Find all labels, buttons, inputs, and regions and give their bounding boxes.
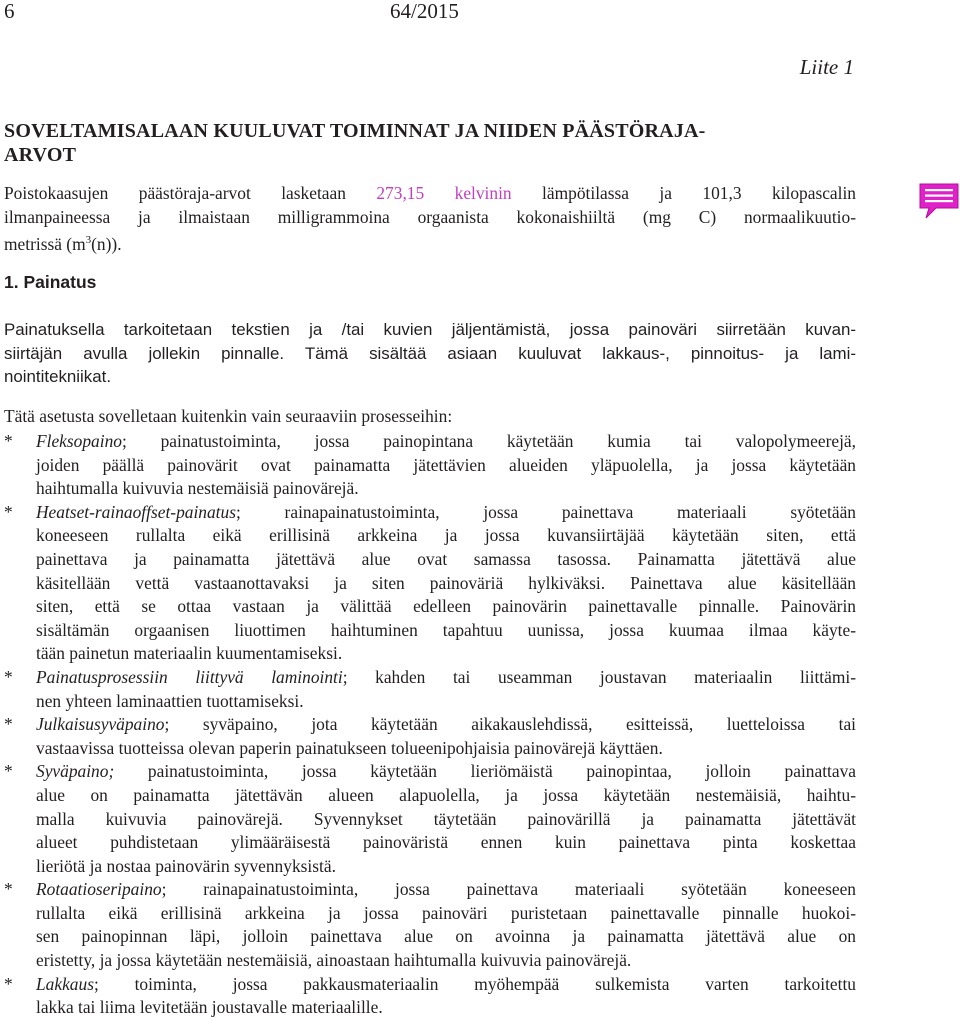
list-item-text: ; rainapainatustoiminta, jossa painettava materiaali syötetään xyxy=(235,501,856,522)
list-bullet: * xyxy=(4,501,13,522)
paragraph-line: Painatuksella tarkoitetaan tekstien ja /tai kuvien jäljentämistä, jossa painoväri siirretään kuvan- xyxy=(4,320,856,339)
list-item-line xyxy=(36,548,856,572)
list-item xyxy=(4,760,856,878)
list-item-text: vastaavissa tuotteissa olevan paperin painatukseen tolueenipohjaisia painovärejä käyttäen. xyxy=(36,737,663,758)
list-bullet: * xyxy=(4,973,13,994)
list-item-line xyxy=(36,878,856,902)
paragraph-line: nointitekniikat. xyxy=(4,367,112,387)
list-item-text: sisältämän orgaanisen liuottimen haihtuminen tapahtuu uunissa, jossa kuumaa ilmaa käyte- xyxy=(36,619,856,640)
list-item-line xyxy=(36,760,856,784)
paragraph-line: siirtäjän avulla jollekin pinnalle. Tämä sisältää asiaan kuuluvat lakkaus-, pinnoitus- ja lami- xyxy=(4,343,856,363)
list-item xyxy=(4,973,856,1020)
section-heading: 1. Painatus xyxy=(4,272,97,292)
intro-text: metrissä (m xyxy=(4,233,86,254)
list-item-term: Julkaisusyväpaino xyxy=(36,714,165,735)
process-list xyxy=(4,430,856,1020)
list-bullet: * xyxy=(4,714,13,735)
intro-paragraph xyxy=(4,182,856,257)
list-item-line xyxy=(36,524,856,548)
list-item-line xyxy=(36,690,856,714)
list-item-line xyxy=(36,784,856,808)
annex-label: Liite 1 xyxy=(799,55,854,79)
list-item xyxy=(4,501,856,666)
list-item-text: joiden päällä painovärit ovat painamatta jätettävien alueiden yläpuolella, ja jossa käytetään xyxy=(36,454,856,475)
intro-text: (n)). xyxy=(91,233,122,254)
list-item-term: Syväpaino; xyxy=(36,761,115,782)
list-item-line xyxy=(36,713,856,737)
list-item-text: malla kuivuvia painovärejä. Syvennykset täytetään painovärillä ja painamatta jätettävät xyxy=(36,808,856,829)
list-item-text: eristetty, ja jossa käytetään nestemäisiä, ainoastaan haihtumalla kuivuvia painovärejä. xyxy=(36,950,632,971)
list-item-line xyxy=(36,430,856,454)
list-item-term: Lakkaus xyxy=(36,973,94,994)
scope-paragraph: Tätä asetusta sovelletaan kuitenkin vain seuraaviin prosesseihin: xyxy=(4,406,453,426)
list-item-text: rullalta eikä erillisinä arkkeina ja jossa painoväri puristetaan painettavalle pinnalle huokoi- xyxy=(36,902,856,923)
list-item-line xyxy=(36,454,856,478)
list-item xyxy=(4,713,856,760)
list-item-line xyxy=(36,572,856,596)
list-item-text: painettava ja painamatta jätettävä alue ovat samassa tasossa. Painamatta jätettävä alue xyxy=(36,548,856,569)
intro-line-1 xyxy=(4,182,856,206)
issue-number: 64/2015 xyxy=(390,0,459,23)
list-item-term: Fleksopaino xyxy=(36,431,122,451)
comment-icon[interactable] xyxy=(918,182,960,220)
intro-text: Poistokaasujen päästöraja-arvot lasketaan xyxy=(4,183,377,203)
list-item-line xyxy=(36,925,856,949)
list-bullet: * xyxy=(4,761,13,782)
page-number: 6 xyxy=(4,0,15,23)
superscript: 3 xyxy=(85,234,92,247)
list-item-line xyxy=(36,501,856,525)
list-item xyxy=(4,430,856,501)
list-item-line xyxy=(36,949,856,973)
list-item-line xyxy=(36,855,856,879)
list-item-text: siten, että se ottaa vastaan ja välittää edelleen painovärin painettavalle pinnalle. Painovärin xyxy=(36,596,856,617)
list-item-line xyxy=(36,831,856,855)
list-item-text: haihtumalla kuivuvia nestemäisiä painovärejä. xyxy=(36,478,359,499)
list-bullet: * xyxy=(4,666,13,687)
list-item-text: ; toiminta, jossa pakkausmateriaalin myöhempää sulkemista varten tarkoitettu xyxy=(93,973,856,994)
list-item-term: Painatusprosessiin liittyvä laminointi xyxy=(36,666,343,687)
list-item-line xyxy=(36,902,856,926)
list-item-line xyxy=(36,996,856,1020)
list-item-text: alue on painamatta jätettävän alueen alapuolella, ja jossa käytetään nestemäisiä, haihtu- xyxy=(36,784,856,805)
list-item-text: tään painetun materiaalin kuumentamiseksi. xyxy=(36,643,343,664)
list-item xyxy=(4,878,856,972)
list-item-text: käsitellään vettä vastaanottavaksi ja siten painoväriä hylkiväksi. Painettava alue käsitellään xyxy=(36,572,856,593)
list-item-text: ; kahden tai useamman joustavan materiaalin liittämi- xyxy=(342,666,856,687)
list-item xyxy=(4,666,856,713)
list-item-text: lakka tai liima levitetään joustavalle materiaalille. xyxy=(36,997,383,1018)
list-item-term: Rotaatioseripaino xyxy=(36,879,162,900)
list-item-line xyxy=(36,737,856,761)
list-item-text: ; painatustoiminta, jossa painopintana käytetään kumia tai valopolymeerejä, xyxy=(121,431,856,451)
intro-line-3 xyxy=(4,229,856,256)
list-bullet: * xyxy=(4,879,13,900)
list-item-text: ; syväpaino, jota käytetään aikakauslehdissä, esitteissä, luetteloissa tai xyxy=(164,714,856,735)
list-item-line xyxy=(36,666,856,690)
list-item-line xyxy=(36,808,856,832)
list-item-text: ; rainapainatustoiminta, jossa painettava materiaali syötetään koneeseen xyxy=(161,879,856,900)
list-item-text: painatustoiminta, jossa käytetään lieriömäistä painopintaa, jolloin painattava xyxy=(114,761,856,782)
list-item-text: nen yhteen laminaattien tuottamiseksi. xyxy=(36,690,304,711)
page-title xyxy=(4,119,764,167)
intro-line-2: ilmanpaineessa ja ilmaistaan milligrammoina orgaanista kokonaishiiltä (mg C) normaalikuutio- xyxy=(4,206,856,227)
list-item-line xyxy=(36,619,856,643)
list-item-line xyxy=(36,595,856,619)
kelvin-link[interactable]: 273,15 kelvinin xyxy=(376,183,512,203)
list-bullet: * xyxy=(4,431,13,451)
list-item-text: koneeseen rullalta eikä erillisinä arkkeina ja jossa kuvansiirtäjää käytetään siten, että xyxy=(36,525,856,546)
list-item-text: alueet puhdistetaan ylimääräisestä painoväristä ennen kuin painettava pinta koskettaa xyxy=(36,832,856,853)
list-item-line xyxy=(36,973,856,997)
title-line-2: ARVOT xyxy=(4,144,77,166)
definition-paragraph xyxy=(4,318,856,389)
intro-text: lämpötilassa ja 101,3 kilopascalin xyxy=(511,183,857,203)
list-item-text: sen painopinnan läpi, jolloin painettava alue on avoinna ja painamatta jätettävä alue on xyxy=(36,926,856,947)
list-item-text: lieriötä ja nostaa painovärin syvennyksistä. xyxy=(36,855,336,876)
title-line-1: SOVELTAMISALAAN KUULUVAT TOIMINNAT JA NIIDEN PÄÄSTÖRAJA- xyxy=(4,120,706,142)
list-item-term: Heatset-rainaoffset-painatus xyxy=(36,501,236,522)
list-item-line xyxy=(36,642,856,666)
list-item-line xyxy=(36,477,856,501)
